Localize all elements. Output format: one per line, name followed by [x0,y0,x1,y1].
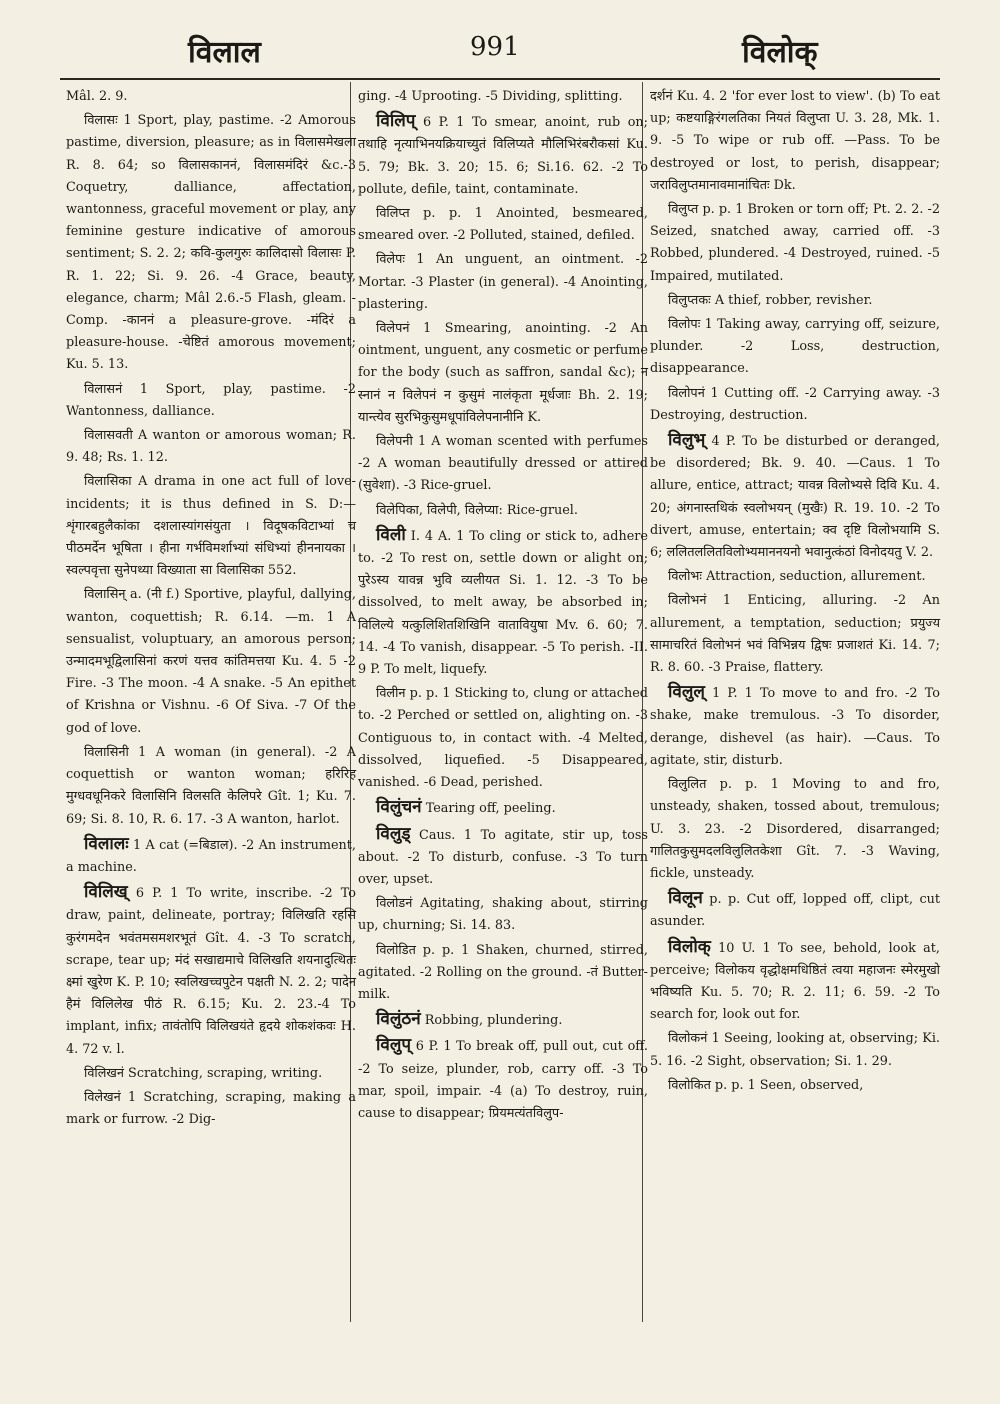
dictionary-entry: विलोपनं 1 Cutting off. -2 Carrying away. -3 Destroying, destruction. [650,385,940,423]
dictionary-entry: विलोक् 10 U. 1 To see, behold, look at, perceive; विलोकय वृद्धोक्षमधिष्ठितं त्वया महाजनः स्मेरमुखो भविष्यति Ku. 5. 70; R. 2. 11; 6. 59. -2 To search for, look out for. [650,936,940,1023]
dictionary-entry: विलुप्त p. p. 1 Broken or torn off; Pt. 2. 2. -2 Seized, snatched away, carried off. -3 Robbed, plundered. -4 Destroyed, ruined. -5 Impaired, mutilated. [650,202,940,284]
header-rule [60,78,940,80]
dictionary-entry: विलोभनं 1 Enticing, alluring. -2 An allurement, a temptation, seduction; प्रयुज्य सामाचरितं विलोभनं भवं विभिन्नय द्विषः प्रजाशतं Ki. 14. 7; R. 8. 60. -3 Praise, flattery. [650,593,940,676]
dictionary-entry: विलुलित p. p. 1 Moving to and fro, unsteady, shaken, tossed about, tremulous; U. 3. 23. -2 Disordered, disarranged; गालितकुसुमदलविलुलितकेशा Gît. 7. -3 Waving, fickle, unsteady. [650,777,940,881]
dictionary-entry: विलेपः 1 An unguent, an ointment. -2 Mortar. -3 Plaster (in general). -4 Anointing, plastering. [358,252,648,312]
dictionary-entry: विली I. 4 A. 1 To cling or stick to, adhere to. -2 To rest on, settle down or alight on; पुरेऽस्य यावन्न भुवि व्यलीयत Si. 1. 12. -3 To be dissolved, to melt away, be absorbed in; विलिल्ये यत्कुलिशितशिखिनि वातावियुषा Mv. 6. 60; 7. 14. -4 To vanish, disappear. -5 To perish. -II. 9 P. To melt, liquefy. [358,524,648,678]
dictionary-entry: विलिप् 6 P. 1 To smear, anoint, rub on; तथाहि नृत्याभिनयक्रियाच्युतं विलिप्यते मौलिभिरंबरौकसां Ku. 5. 79; Bk. 3. 20; 15. 6; Si.16. 62. -2 To pollute, defile, taint, contaminate. [358,111,648,197]
page-header [0,0,1000,80]
dictionary-entry: Mâl. 2. 9. [66,89,128,104]
dictionary-entry: विलासनं 1 Sport, play, pastime. -2 Wantonness, dalliance. [66,381,356,419]
dictionary-entry: विलुंठनं Robbing, plundering. [376,1009,563,1030]
dictionary-entry: विलुल् 1 P. 1 To move to and fro. -2 To shake, make tremulous. -3 To disorder, derange, dishevel (as hair). —Caus. To agitate, stir, disturb. [650,682,940,768]
left-guide-word: विलाल [188,35,261,70]
dictionary-entry: विलेपनी 1 A woman scented with perfumes -2 A woman beautifully dressed or attired (सुवेशा). -3 Rice-gruel. [358,434,648,494]
dictionary-entry: विलीन p. p. 1 Sticking to, clung or attached to. -2 Perched or settled on, alighting on. -3 Contiguous to, in contact with. -4 Melted, dissolved, liquefied. -5 Disappeared, vanished. -6 Dead, perished. [358,686,648,791]
dictionary-entry: विलिख् 6 P. 1 To write, inscribe. -2 To draw, paint, delineate, portray; विलिखति रहसि कुरंगमदेन भवंतमसमशरभूतं Gît. 4. -3 To scratch, scrape, tear up; मंदं सखाद्यमाचे विलिखति शयनादुत्थितः क्ष्मां खुरेण K. P. 10; स्वलिखच्चपुटेन पक्षती N. 2. 2; पादेन हैमं विलिलेख पीठं R. 6.15; Ku. 2. 23.-4 To implant, infix; तावंतोपि विलिखयंते हृदये शोकशंकवः H. 4. 72 v. l. [66,882,356,1057]
dictionary-entry: विलासवती A wanton or amorous woman; R. 9. 48; Rs. 1. 12. [66,428,356,466]
dictionary-entry: विलुभ् 4 P. To be disturbed or deranged, be disordered; Bk. 9. 40. —Caus. 1 To allure, entice, attract; यावन्न विलोभ्यसे दिवि Ku. 4. 20; अंगनास्तथिकं स्वलोभयन् (मुखैः) R. 19. 10. -2 To divert, amuse, entertain; क्व दृष्टि विलोभयामि S. 6; ललितललितविलोभ्यमाननयनो भवानुत्कंठां विनोदयतु V. 2. [650,430,940,561]
dictionary-entry: विलासः 1 Sport, play, pastime. -2 Amorous pastime, diversion, pleasure; as in विलासमेखला R. 8. 64; so विलासकाननं, विलासमंदिरं &c.-3 Coquetry, dalliance, affectation, wantonness, graceful movement or play, any feminine gesture indicative of amorous sentiment; S. 2. 2; कवि-कुलगुरुः कालिदासो विलासः P. R. 1. 22; Si. 9. 26. -4 Grace, beauty, elegance, charm; Mâl 2.6.-5 Flash, gleam. -Comp. -काननं a pleasure-grove. -मंदिरं a pleasure-house. -चेष्टितं amorous movement; Ku. 5. 13. [66,113,356,373]
dictionary-entry: विलासिका A drama in one act full of love-incidents; it is thus defined in S. D:—शृंगारबहुलैकांका दशलास्यांगसंयुता । विदूषकविटाभ्यां च पीठमर्देन भूषिता । हीना गर्भविमर्शाभ्यां संधिभ्यां हीननायका । स्वल्पवृत्ता सुनेपथ्या विख्याता सा विलासिका 552. [66,474,356,579]
page-number: 991 [470,32,520,62]
dictionary-entry: विलोकनं 1 Seeing, looking at, observing; Ki. 5. 16. -2 Sight, observation; Si. 1. 29. [650,1031,940,1069]
dictionary-entry: विलोडित p. p. 1 Shaken, churned, stirred, agitated. -2 Rolling on the ground. -तं Butter-milk. [358,942,648,1002]
dictionary-entry: विलुड् Caus. 1 To agitate, stir up, toss about. -2 To disturb, confuse. -3 To turn over, upset. [358,823,648,887]
dictionary-entry: विलुंचनं Tearing off, peeling. [376,797,556,818]
dictionary-entry: विलासिनी 1 A woman (in general). -2 A coquettish or wanton woman; हरिरिह मुग्धवधूनिकरे विलासिनि विलसति केलिपरे Gît. 1; Ku. 7. 69; Si. 8. 10, R. 6. 17. -3 A wanton, harlot. [66,744,356,827]
dictionary-entry: विलिखनं Scratching, scraping, writing. [84,1065,323,1081]
dictionary-entry: विलासिन् a. (नी f.) Sportive, playful, dallying, wanton, coquettish; R. 6.14. —m. 1 A sensualist, voluptuary, an amorous person; उन्मादमभूद्विलासिनां करणं यत्तव कांतिमत्तया Ku. 4. 5 -2 Fire. -3 The moon. -4 A snake. -5 An epithet of Krishna or Vishnu. -6 Of Siva. -7 Of the god of love. [66,587,356,736]
dictionary-entry: विलोपः 1 Taking away, carrying off, seizure, plunder. -2 Loss, destruction, disappearance. [650,317,940,377]
column-2 [358,86,648,1127]
dictionary-entry: विलेपिका, विलेपी, विलेप्या: Rice-gruel. [376,502,578,518]
column-1 [66,86,356,1133]
dictionary-entry: विलुप्तकः A thief, robber, revisher. [668,292,873,308]
dictionary-entry: विलेपनं 1 Smearing, anointing. -2 An ointment, unguent, any cosmetic or perfume for the body (such as saffron, sandal &c); न स्नानं न विलेपनं न कुसुमं नालंकृता मूर्धजाः Bh. 2. 19; यान्त्येव सुरभिकुसुमधूपांविलेपनानीनि K. [358,321,648,425]
dictionary-entry: विलून p. p. Cut off, lopped off, clipt, cut asunder. [650,888,940,930]
dictionary-entry: विलालः 1 A cat (=बिडाल). -2 An instrument, a machine. [66,833,356,875]
dictionary-entry: विलोकित p. p. 1 Seen, observed, [668,1077,864,1093]
dictionary-entry: दर्शनं Ku. 4. 2 'for ever lost to view'. (b) To eat up; कष्टयाङ्गिरंगलतिका नियतं विलुप्ता U. 3. 28, Mk. 1. 9. -5 To wipe or rub off. —Pass. To be destroyed or lost, to perish, disappear; जराविलुप्तमानावमानांचितः Dk. [650,89,940,193]
dictionary-entry: विलोभः Attraction, seduction, allurement. [668,569,926,585]
column-3 [650,86,940,1099]
dictionary-entry: विलुप् 6 P. 1 To break off, pull out, cut off. -2 To seize, plunder, rob, carry off. -3 To mar, spoil, impair. -4 (a) To destroy, ruin, cause to disappear; प्रियमत्यंतविलुप- [358,1035,648,1121]
dictionary-entry: विलोडनं Agitating, shaking about, stirring up, churning; Si. 14. 83. [358,896,648,934]
dictionary-entry: ging. -4 Uprooting. -5 Dividing, splitting. [358,89,623,104]
dictionary-entry: विलिप्त p. p. 1 Anointed, besmeared, smeared over. -2 Polluted, stained, defiled. [358,206,648,244]
dictionary-entry: विलेखनं 1 Scratching, scraping, making a mark or furrow. -2 Dig- [66,1089,356,1128]
right-guide-word: विलोक् [742,35,818,70]
